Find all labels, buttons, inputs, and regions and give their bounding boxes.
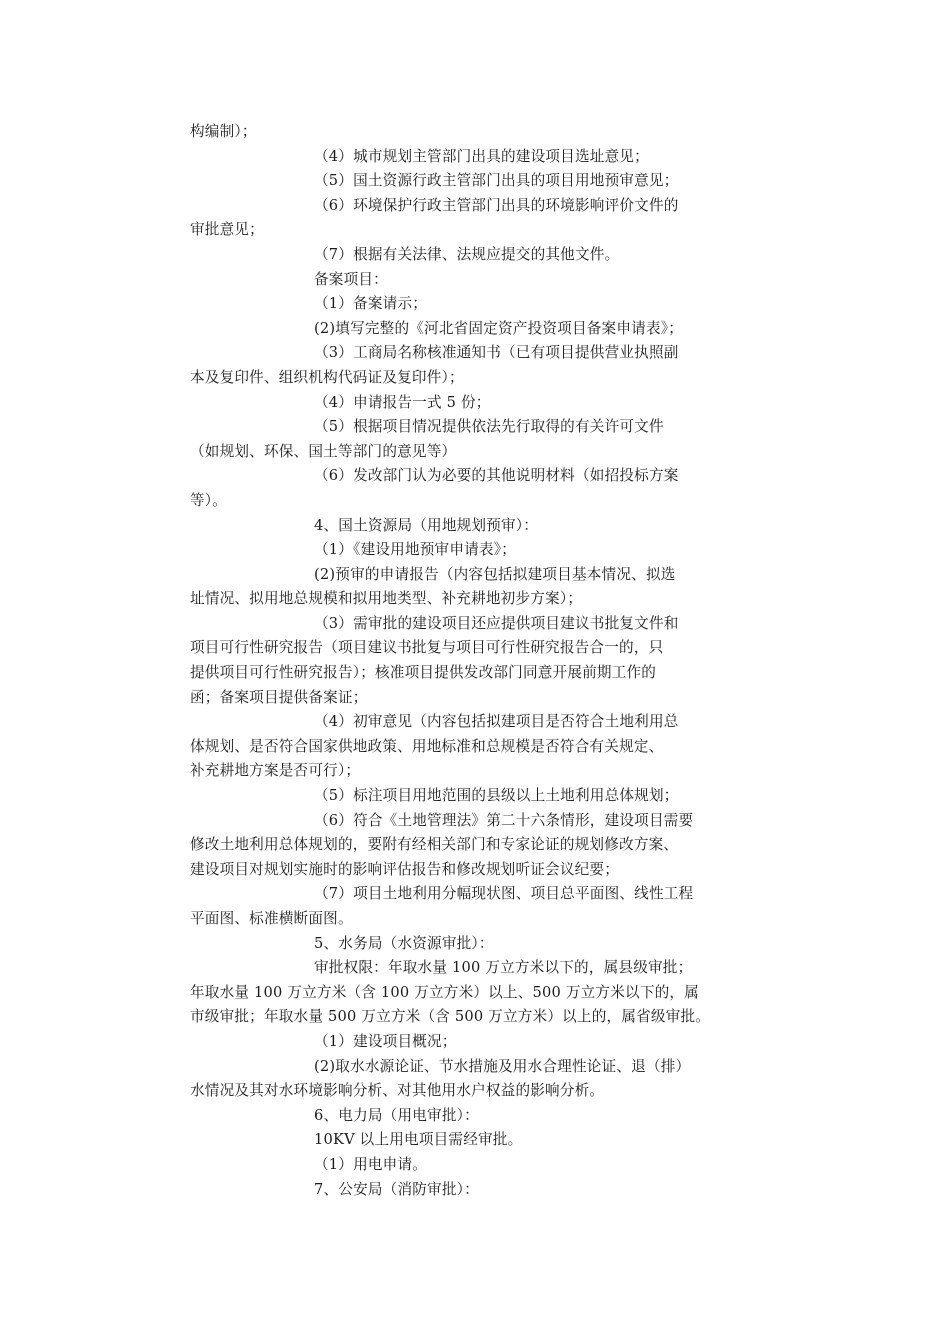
document-line: 平面图、标准横断面图。 xyxy=(190,910,353,927)
document-line: 4、国土资源局（用地规划预审）： xyxy=(314,516,539,534)
document-line: 年取水量 100 万立方米（含 100 万立方米）以上、500 万立方米以下的，属 xyxy=(190,983,699,1001)
document-line: 市级审批；年取水量 500 万立方米（含 500 万立方米）以上的，属省级审批。 xyxy=(190,1008,711,1026)
document-line: （6）发改部门认为必要的其他说明材料（如招投标方案 xyxy=(314,467,679,485)
document-line: （1）《建设用地预审申请表》； xyxy=(314,541,516,559)
document-line: 等）。 xyxy=(190,491,228,509)
document-line: （5）标注项目用地范围的县级以上土地利用总体规划； xyxy=(314,787,679,805)
document-line: 10KV 以上用电项目需经审批。 xyxy=(314,1131,523,1149)
document-line: 修改土地利用总体规划的，要附有经相关部门和专家论证的规划修改方案、 xyxy=(190,836,679,854)
document-body xyxy=(190,120,730,1202)
document-line: 址情况、拟用地总规模和拟用地类型、补充耕地初步方案）； xyxy=(190,590,583,608)
document-line: 备案项目： xyxy=(314,270,388,288)
document-line: 水情况及其对水环境影响分析、对其他用水户权益的影响分析。 xyxy=(190,1082,605,1100)
document-line: 提供项目可行性研究报告）；核准项目提供发改部门同意开展前期工作的 xyxy=(190,664,657,682)
document-line: 5、水务局（水资源审批）： xyxy=(314,934,494,952)
document-line: （7）项目土地利用分幅现状图、项目总平面图、线性工程 xyxy=(314,885,694,903)
document-line: （4）初审意见（内容包括拟建项目是否符合土地利用总 xyxy=(314,713,679,731)
document-line: (2)取水水源论证、节水措施及用水合理性论证、退（排） xyxy=(314,1057,691,1075)
document-line: 6、电力局（用电审批）： xyxy=(314,1106,479,1124)
document-line: （如规划、环保、国土等部门的意见等） xyxy=(190,442,457,460)
document-line: 审批权限：年取水量 100 万立方米以下的，属县级审批； xyxy=(314,959,693,977)
document-line: （4）申请报告一式 5 份； xyxy=(314,393,491,411)
document-line: 7、公安局（消防审批）： xyxy=(314,1180,479,1198)
document-line: 体规划、是否符合国家供地政策、用地标准和总规模是否符合有关规定、 xyxy=(190,737,664,755)
document-line: (2)填写完整的《河北省固定资产投资项目备案申请表》； xyxy=(314,319,684,337)
document-line: （5）根据项目情况提供依法先行取得的有关许可文件 xyxy=(314,418,664,436)
document-line: 函；备案项目提供备案证； xyxy=(190,688,368,706)
document-line: 项目可行性研究报告（项目建议书批复与项目可行性研究报告合一的，只 xyxy=(190,639,664,657)
document-line: 建设项目对规划实施时的影响评估报告和修改规划听证会议纪要； xyxy=(190,860,620,878)
document-line: （1）用电申请。 xyxy=(314,1155,428,1173)
document-line: 构编制）； xyxy=(190,123,257,140)
document-line: 审批意见； xyxy=(190,221,264,239)
document-line: （3）需审批的建设项目还应提供项目建议书批复文件和 xyxy=(314,614,679,632)
document-line: （6）环境保护行政主管部门出具的环境影响评价文件的 xyxy=(314,196,679,214)
document-line: （5）国土资源行政主管部门出具的项目用地预审意见； xyxy=(314,172,679,190)
document-line: （3）工商局名称核准通知书（已有项目提供营业执照副 xyxy=(314,344,679,362)
document-line: （1）备案请示； xyxy=(314,295,428,313)
document-line: （4）城市规划主管部门出具的建设项目选址意见； xyxy=(314,147,649,165)
document-line: 补充耕地方案是否可行）； xyxy=(190,762,361,780)
document-line: （7）根据有关法律、法规应提交的其他文件。 xyxy=(314,245,620,263)
document-line: （6）符合《土地管理法》第二十六条情形，建设项目需要 xyxy=(314,811,694,829)
document-line: 本及复印件、组织机构代码证及复印件）； xyxy=(190,368,464,386)
document-line: (2)预审的申请报告（内容包括拟建项目基本情况、拟选 xyxy=(314,565,676,583)
document-line: （1）建设项目概况； xyxy=(314,1032,457,1050)
